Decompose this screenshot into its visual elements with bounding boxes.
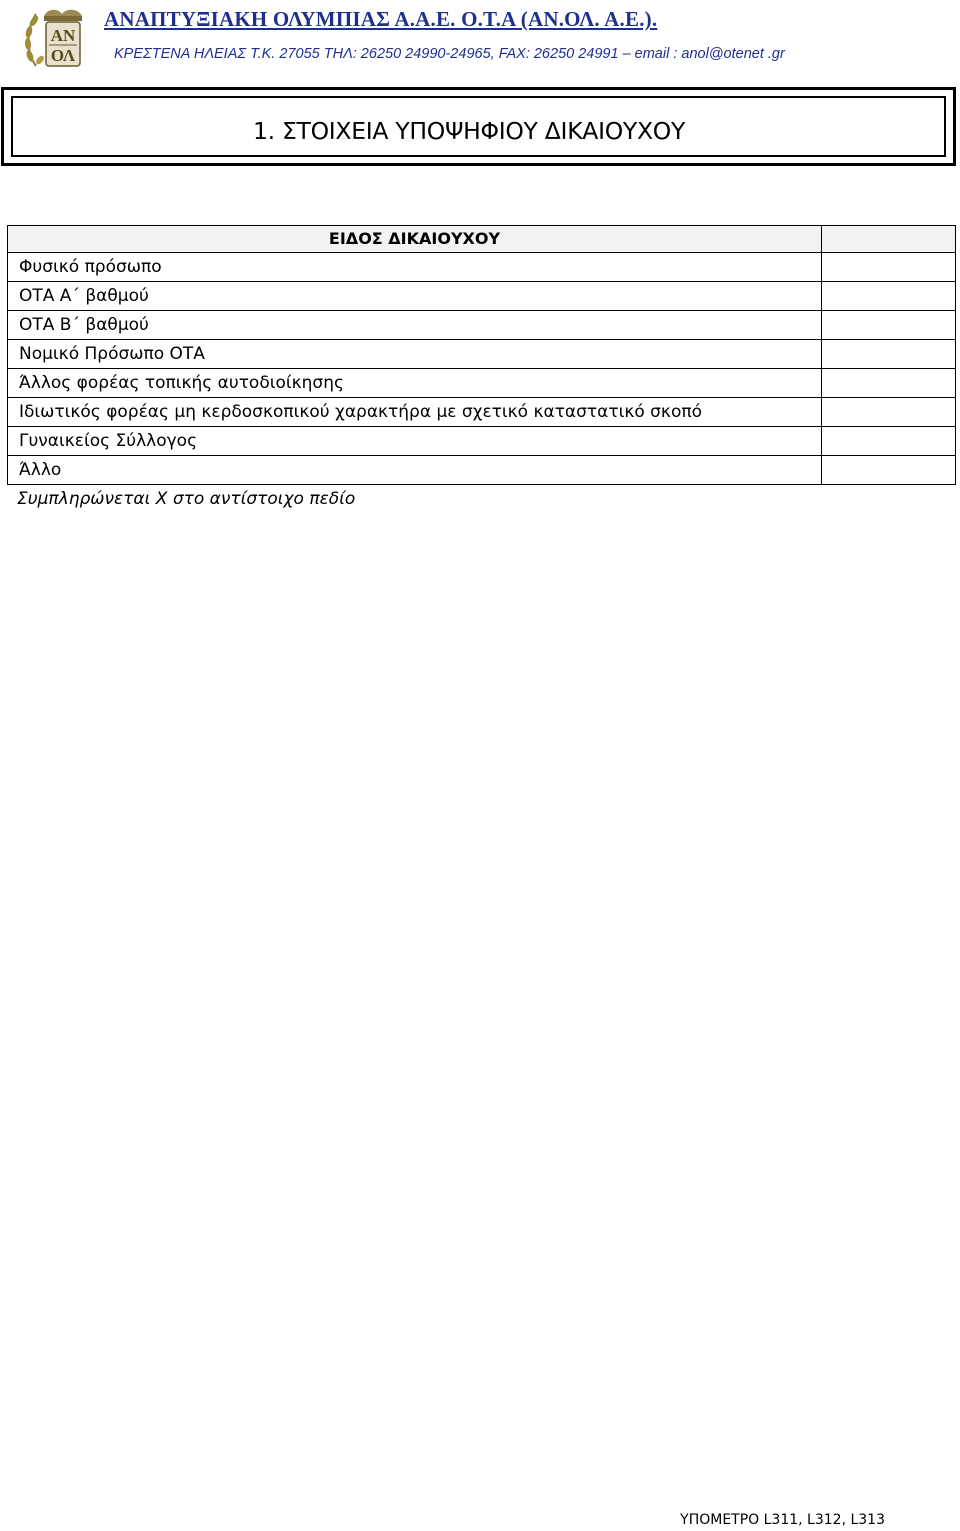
beneficiary-type-mark-field[interactable] <box>822 398 956 427</box>
beneficiary-type-label: Άλλο <box>8 456 822 485</box>
beneficiary-type-mark-field[interactable] <box>822 369 956 398</box>
beneficiary-type-mark-field[interactable] <box>822 427 956 456</box>
table-row <box>8 282 956 311</box>
section-title-box <box>1 87 956 166</box>
beneficiary-type-label: Νομικό Πρόσωπο ΟΤΑ <box>8 340 822 369</box>
organization-logo <box>22 4 102 70</box>
table-row <box>8 427 956 456</box>
contact-line: ΚΡΕΣΤΕΝΑ ΗΛΕΙΑΣ Τ.Κ. 27055 ΤΗΛ: 26250 24990-24965, FAX: 26250 24991 – email : anol@otenet .gr <box>114 46 785 62</box>
table-row <box>8 369 956 398</box>
beneficiary-type-mark-field[interactable] <box>822 340 956 369</box>
section-title: 1. ΣΤΟΙΧΕΙΑ ΥΠΟΨΗΦΙΟΥ ΔΙΚΑΙΟΥΧΟΥ <box>253 117 686 145</box>
beneficiary-type-label: ΟΤΑ Α΄ βαθμού <box>8 282 822 311</box>
logo-text: ΑΝ <box>50 26 76 45</box>
table-header-row <box>8 226 956 253</box>
beneficiary-type-label: Ιδιωτικός φορέας μη κερδοσκοπικού χαρακτήρα με σχετικό καταστατικό σκοπό <box>8 398 822 427</box>
organization-name: ΑΝΑΠΤΥΞΙΑΚΗ ΟΛΥΜΠΙΑΣ Α.Α.Ε. Ο.Τ.Α (ΑΝ.ΟΛ. Α.Ε.). <box>104 7 658 31</box>
section-title-inner-frame <box>11 96 946 157</box>
beneficiary-type-label: ΟΤΑ Β΄ βαθμού <box>8 311 822 340</box>
beneficiary-type-mark-field[interactable] <box>822 253 956 282</box>
table-row <box>8 456 956 485</box>
table-row <box>8 253 956 282</box>
instruction-note: Συμπληρώνεται Χ στο αντίστοιχο πεδίο <box>17 489 356 509</box>
table-row <box>8 311 956 340</box>
table-header-cell: ΕΙΔΟΣ ΔΙΚΑΙΟΥΧΟΥ <box>8 226 822 253</box>
beneficiary-type-mark-field[interactable] <box>822 311 956 340</box>
letterhead <box>22 4 922 70</box>
beneficiary-type-mark-field[interactable] <box>822 282 956 311</box>
beneficiary-type-label: Φυσικό πρόσωπο <box>8 253 822 282</box>
footer-measure-code: ΥΠΟΜΕΤΡΟ L311, L312, L313 <box>680 1512 885 1528</box>
beneficiary-type-mark-field[interactable] <box>822 456 956 485</box>
beneficiary-type-table <box>7 225 956 485</box>
table-header-mark-cell <box>822 226 956 253</box>
table-row <box>8 398 956 427</box>
table-row <box>8 340 956 369</box>
beneficiary-type-label: Άλλος φορέας τοπικής αυτοδιοίκησης <box>8 369 822 398</box>
svg-text:ΟΛ: ΟΛ <box>50 46 76 65</box>
beneficiary-type-label: Γυναικείος Σύλλογος <box>8 427 822 456</box>
